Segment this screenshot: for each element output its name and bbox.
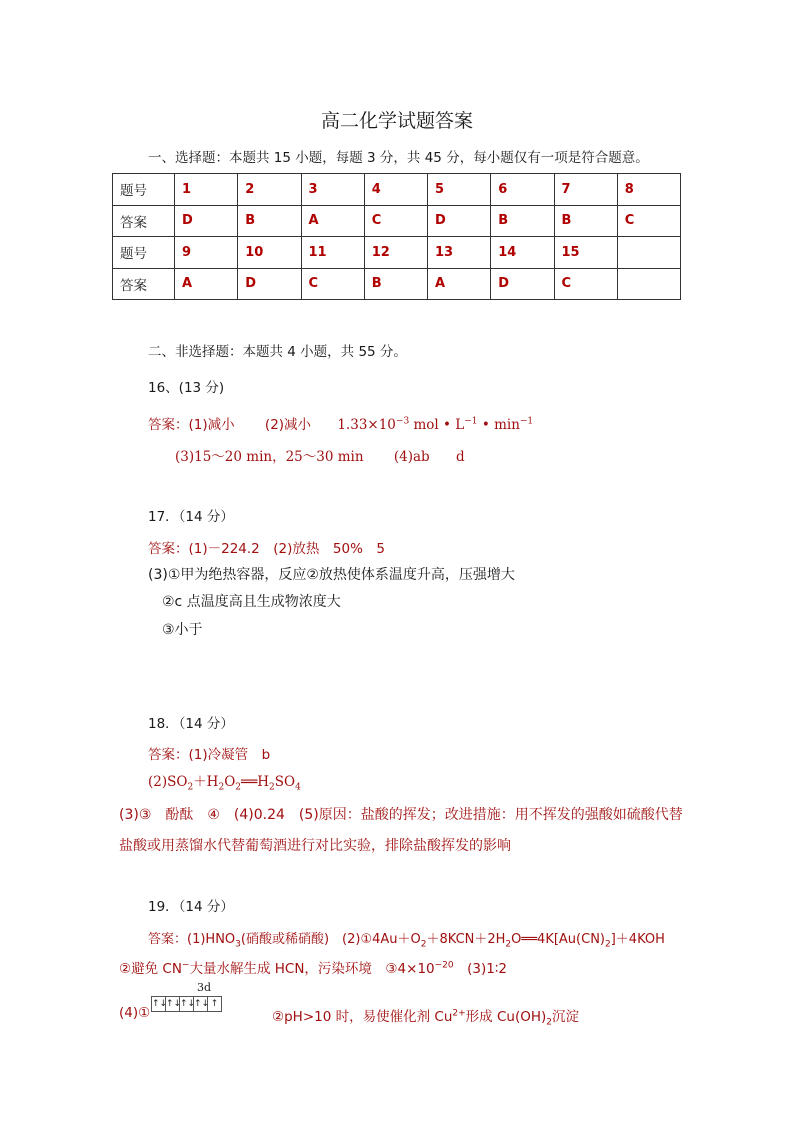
q16-part1: 答案：(1)减小 <box>148 417 235 433</box>
q19-sub: 2 <box>505 939 512 950</box>
row-header: 答案 <box>113 268 175 300</box>
q18-eq-sub: 2 <box>269 782 275 793</box>
table-cell: C <box>364 205 427 237</box>
q17-answer-line3: ②c 点温度高且生成物浓度大 <box>162 594 341 610</box>
q16-answer-line1 <box>148 413 533 433</box>
orbital-box: ↑↓ <box>180 999 196 1009</box>
q18-eq-part: SO <box>274 774 296 790</box>
orbital-box: ↑↓ <box>194 999 210 1009</box>
q16-rate-exp: −3 <box>395 416 410 427</box>
table-row <box>113 268 681 300</box>
q18-eq-sub: 2 <box>235 782 242 793</box>
table-cell: 13 <box>428 237 491 269</box>
table-cell: 15 <box>554 237 617 269</box>
table-cell: 6 <box>491 174 554 206</box>
q18-eq-sub: 2 <box>187 782 194 793</box>
q19-part: 答案：(1)HNO <box>148 932 236 947</box>
q18-eq-part: O <box>224 774 236 790</box>
q16-rate-unit2: • min <box>477 417 520 433</box>
q19-answer-line3 <box>272 1005 579 1028</box>
orbital-box: ↑↓ <box>166 999 182 1009</box>
q16-rate <box>337 417 533 433</box>
orbital-box: ↑ <box>210 999 219 1009</box>
q19-sub: 2 <box>420 939 427 950</box>
q19-sub: 2 <box>546 1017 552 1028</box>
row-header: 答案 <box>113 205 175 237</box>
q16-part2: (2)减小 <box>264 417 312 433</box>
q19-part: ②pH>10 时，易使催化剂 Cu <box>272 1009 453 1025</box>
table-cell: 4 <box>364 174 427 206</box>
table-cell: 11 <box>301 237 364 269</box>
q19-sub: 2 <box>605 939 611 950</box>
table-row <box>113 174 681 206</box>
table-cell: 14 <box>491 237 554 269</box>
row-header: 题号 <box>113 174 175 206</box>
q19-sup: − <box>181 960 190 971</box>
q19-part: 沉淀 <box>552 1009 579 1025</box>
table-cell <box>617 237 680 269</box>
q18-eq-part: ＋H <box>193 774 219 790</box>
q19-part: ②避免 CN <box>119 961 182 977</box>
q16-part4-d: d <box>455 449 465 465</box>
q19-answer-line1 <box>148 928 665 950</box>
q19-part: ＋8KCN＋2H <box>426 932 506 947</box>
table-cell: 7 <box>554 174 617 206</box>
table-cell: C <box>554 268 617 300</box>
table-cell: A <box>301 205 364 237</box>
table-cell: B <box>238 205 301 237</box>
table-cell: B <box>364 268 427 300</box>
q18-eq-part: (2)SO <box>148 774 188 790</box>
q16-rate-value: 1.33×10 <box>337 417 396 433</box>
q19-part: 大量水解生成 HCN，污染环境 ③4×10 <box>189 961 435 977</box>
q18-answer-line3: (3)③ 酚酞 ④ (4)0.24 (5)原因：盐酸的挥发；改进措施：用不挥发的强酸如硫酸代替 <box>119 807 683 823</box>
q17-answer-line4: ③小于 <box>162 622 203 638</box>
answer-table <box>112 173 681 300</box>
table-cell: 12 <box>364 237 427 269</box>
q19-sup: 2+ <box>452 1008 466 1019</box>
table-row <box>113 205 681 237</box>
table-cell: 5 <box>428 174 491 206</box>
q19-part: ]＋4KOH <box>610 932 665 947</box>
table-cell: 2 <box>238 174 301 206</box>
q19-sup: −20 <box>434 960 454 971</box>
section1-heading: 一、选择题：本题共 15 小题，每题 3 分，共 45 分，每小题仅有一项是符合题意。 <box>148 150 649 166</box>
q18-equation <box>148 770 301 793</box>
q19-part: O══4K[Au(CN) <box>511 932 605 947</box>
q17-heading: 17．（14 分） <box>148 509 234 525</box>
q19-part: (3)1∶2 <box>453 961 507 977</box>
table-cell: B <box>491 205 554 237</box>
page-title: 高二化学试题答案 <box>320 110 473 132</box>
table-cell: C <box>301 268 364 300</box>
table-cell: 9 <box>175 237 238 269</box>
orbital-boxes <box>151 996 222 1012</box>
table-cell: A <box>175 268 238 300</box>
table-cell: A <box>428 268 491 300</box>
table-cell: 1 <box>175 174 238 206</box>
orbital-diagram <box>151 996 222 1016</box>
table-cell: 10 <box>238 237 301 269</box>
table-cell: D <box>238 268 301 300</box>
q16-rate-unit2-exp: −1 <box>519 416 534 427</box>
q19-part4-prefix: (4)① <box>119 1005 151 1021</box>
table-cell: 3 <box>301 174 364 206</box>
table-cell: C <box>617 205 680 237</box>
table-cell <box>617 268 680 300</box>
q16-answer-line2 <box>175 445 465 465</box>
table-cell: D <box>428 205 491 237</box>
q19-part: 形成 Cu(OH) <box>465 1009 547 1025</box>
table-row <box>113 237 681 269</box>
section2-heading: 二、非选择题：本题共 4 小题，共 55 分。 <box>148 344 407 360</box>
q18-eq-part: ══H <box>241 774 270 790</box>
q19-sub: 3 <box>235 939 241 950</box>
q18-answer-line4: 盐酸或用蒸馏水代替葡萄酒进行对比实验，排除盐酸挥发的影响 <box>119 838 511 854</box>
table-cell: 8 <box>617 174 680 206</box>
table-cell: B <box>554 205 617 237</box>
orbital-label: 3d <box>197 981 212 994</box>
q16-rate-unit1-exp: −1 <box>464 416 478 427</box>
q18-eq-sub: 4 <box>295 782 301 793</box>
row-header: 题号 <box>113 237 175 269</box>
q18-heading: 18．（14 分） <box>148 716 234 732</box>
q19-answer-line2 <box>119 957 507 977</box>
q19-part: (硝酸或稀硝酸) (2)①4Au＋O <box>240 932 421 947</box>
table-cell: D <box>175 205 238 237</box>
q17-answer-line1: 答案：(1)－224.2 (2)放热 50% 5 <box>148 541 385 557</box>
q16-heading: 16、(13 分) <box>148 380 225 396</box>
q19-heading: 19．（14 分） <box>148 899 234 915</box>
orbital-box: ↑↓ <box>152 999 168 1009</box>
q16-rate-unit1: mol • L <box>409 417 465 433</box>
q16-part4: (4)ab <box>393 449 430 465</box>
table-cell: D <box>491 268 554 300</box>
q17-answer-line2: (3)①甲为绝热容器，反应②放热使体系温度升高，压强增大 <box>148 567 515 583</box>
q18-eq-sub: 2 <box>218 782 225 793</box>
q16-part3: (3)15～20 min，25～30 min <box>175 449 364 465</box>
q18-answer-line1: 答案：(1)冷凝管 b <box>148 747 271 763</box>
